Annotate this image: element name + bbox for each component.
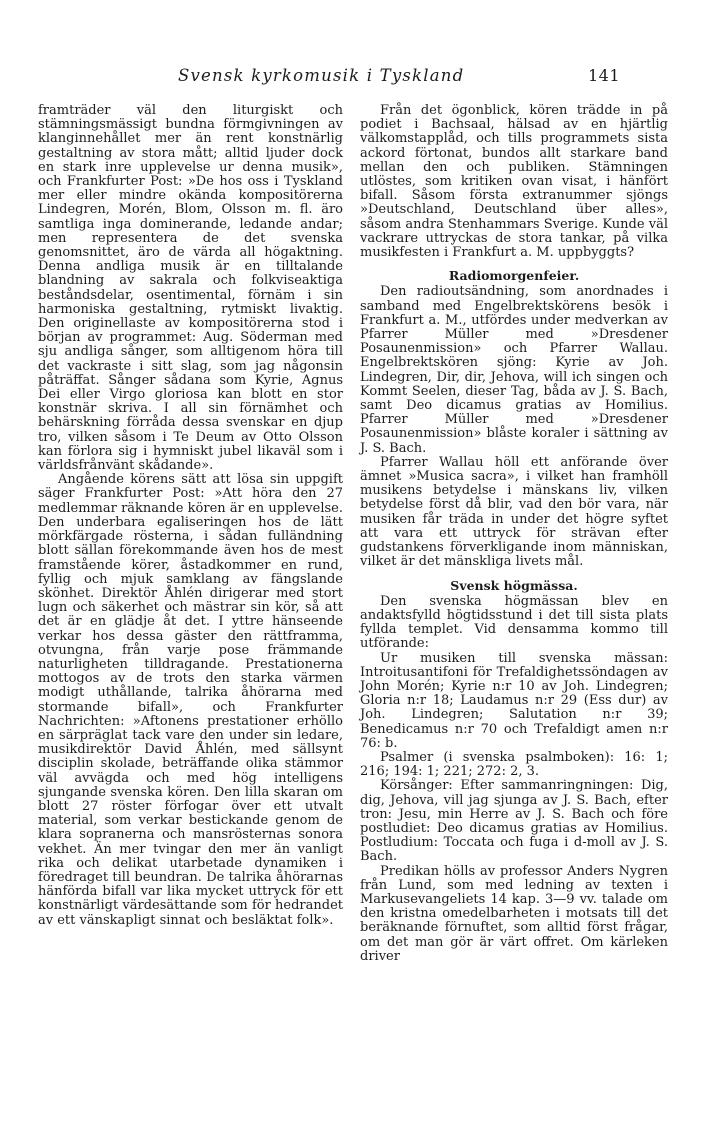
page-number: 141 bbox=[588, 66, 621, 85]
section-heading-svensk-hogmassa: Svensk högmässa. bbox=[450, 577, 578, 593]
right-column bbox=[360, 104, 668, 964]
section-paragraph: Psalmer (i svenska psalmboken): 16: 1; 216; 194: 1; 221; 272: 2, 3. bbox=[360, 749, 668, 780]
section-paragraph: Pfarrer Wallau höll ett anförande över ämnet »Musica sacra», i vilket han framhöll musikens betydelse i mänskans liv, vilken betydelse först då blir, vad den bör vara, när musiken får träda in under det högre syftet att vara ett uttryck för strävan efter gudstankens förverkligande inom människan, vilket är det mänskliga livets mål. bbox=[360, 454, 668, 570]
section-paragraph: Ur musiken till svenska mässan: Introitusantifoni för Trefaldighetssöndagen av John Morén; Kyrie n:r 10 av Joh. Lindegren; Gloria n:r 18; Laudamus n:r 29 (Ess dur) av Joh. Lindegren; Salutation n:r 39; Benedicamus n:r 70 och Trefaldigt amen n:r 76: b. bbox=[360, 650, 668, 751]
section-paragraph: Körsånger: Efter sammanringningen: Dig, dig, Jehova, vill jag sjunga av J. S. Bach, efter tron: Jesu, min Herre av J. S. Bach och före postludiet: Deo dicamus gratias av Homilius. Postludium: Toccata och fuga i d-moll av J. S. Bach. bbox=[360, 778, 668, 865]
left-column bbox=[38, 104, 343, 928]
section-paragraph: Den svenska högmässan blev en andaktsfylld högtidsstund i det till sista plats fyllda templet. Vid densamma kommo till utförande: bbox=[360, 593, 668, 652]
right-intro-paragraph: Från det ögonblick, kören trädde in på podiet i Bachsaal, hälsad av en hjärtlig välkomstapplåd, och tills programmets sista ackord förtonat, bundos allt starkare band mellan den och publiken. Stämningen utlöstes, som kritiken ovan visat, i hänfört bifall. Såsom första extranummer sjöngs »Deutschland, Deutschland über alles», såsom andra Stenhammars Sverige. Kunde väl vackrare uttryckas de stora tankar, på vilka musikfesten i Frankfurt a. M. uppbyggts? bbox=[360, 103, 668, 261]
running-title: Svensk kyrkomusik i Tyskland bbox=[178, 66, 465, 85]
section-paragraph: Den radioutsändning, som anordnades i samband med Engelbrektskörens besök i Frankfurt a. M., utfördes under medverkan av Pfarrer Müller med »Dresdener Posaunenmission» och Pfarrer Wallau. Engelbrektskören sjöng: Kyrie av Joh. Lindegren, Dir, dir, Jehova, will ich singen och Kommt Seelen, dieser Tag, båda av J. S. Bach, samt Deo dicamus gratias av Homilius. Pfarrer Müller med »Dresdener Posaunenmission» blåste koraler i sättning av J. S. Bach. bbox=[360, 284, 668, 456]
left-paragraph: Angående körens sätt att lösa sin uppgift säger Frankfurter Post: »Att höra den 27 medlemmar räknande kören är en upplevelse. Den underbara egaliseringen hos de lätt mörkfärgade rösterna, i sådan fulländning blott sällan förekommande även hos de mest framstående körer, åstadkommer en rund, fyllig och mjuk samklang av fängslande skönhet. Direktör Åhlén dirigerar med stort lugn och säkerhet och mästrar sin kör, så att det är en glädje åt det. I yttre hänseende verkar hos dessa gäster den rättframma, otvungna, från varje pose främmande naturligheten tilldragande. Prestationerna mottogos av de trots den starka värmen modigt uthållande, talrika åhörarna med stormande bifall», och Frankfurter Nachrichten: »Aftonens prestationer erhöllo en särpräglat tack vare den under sin ledare, musikdirektör David Åhlén, med sällsynt disciplin skolade, beträffande olika stämmor väl avvägda och med hög intelligens sjungande svenska kören. Den lilla skaran om blott 27 röster förfogar över ett utvalt material, som verkar bestickande genom de klara sopranerna och mansrösternas sonora vekhet. Än mer tvingar den mer än vanligt rika och delikat utarbetade dynamiken i föredraget till beundran. De talrika åhörarnas hänförda bifall var lika mycket uttryck för ett konstnärligt värdesättande som för hedrandet av ett vänskapligt sinnat och besläktat folk». bbox=[38, 472, 343, 928]
left-paragraph-continued: framträder väl den liturgiskt och stämningsmässigt bundna förmgivningen av klanginnehållet mer än rent konstnärlig gestaltning av stora mått; alltid ljuder dock en stark inre upplevelse ur denna musik», och Frankfurter Post: »De hos oss i Tyskland mer eller mindre okända kompositörerna Lindegren, Morén, Blom, Olsson m. fl. äro samtliga inga dominerande, ledande andar; men representera de det svenska genomsnittet, äro de värda all högaktning. Denna andliga musik är en tilltalande blandning av sakrala och folkviseaktiga beståndsdelar, osentimental, förnäm i sin harmoniska gestaltning, rytmiskt livaktig. Den originellaste av kompositörerna stod i början av programmet: Aug. Söderman med sju andliga sånger, som alltigenom höra till det vackraste i sitt slag, som jag någonsin påträffat. Sånger sådana som Kyrie, Agnus Dei eller Virgo gloriosa kan blott en stor konstnär skriva. I all sin förnämhet och behärskning förråda dessa svenskar en djup tro, vilken såsom i Te Deum av Otto Olsson kan förlora sig i hymniskt jubel likaväl som i världsfrånvänt skådande». bbox=[38, 103, 343, 474]
section-paragraph: Predikan hölls av professor Anders Nygren från Lund, som med ledning av texten i Markusevangeliets 14 kap. 3—9 vv. talade om den kristna omedelbarheten i motsats till det beräknande förnuftet, som alltid först frågar, om det man gör är värt offret. Om kärleken driver bbox=[360, 863, 668, 964]
section-heading-radiomorgenfeier: Radiomorgenfeier. bbox=[448, 268, 580, 284]
